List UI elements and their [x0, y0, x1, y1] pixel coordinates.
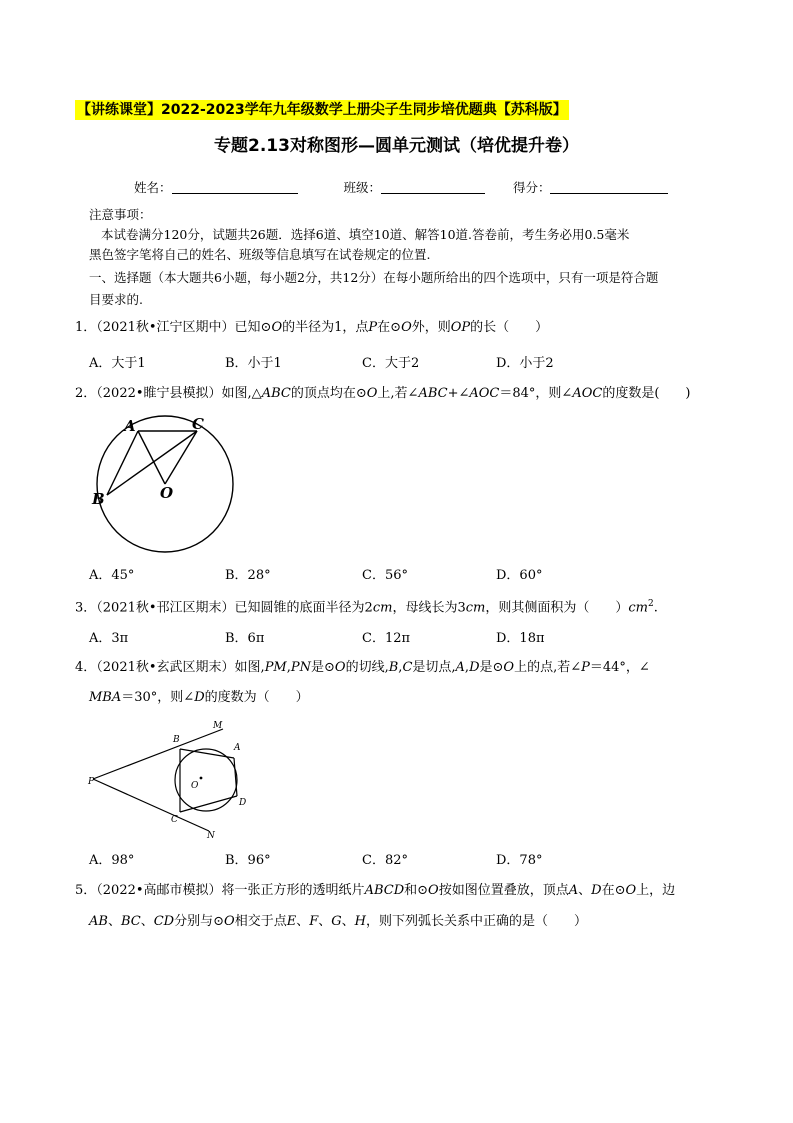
notice-heading: 注意事项：	[89, 207, 152, 222]
question-1-stem: 1．（2021秋•江宁区期中）已知⊙O的半径为1，点P在⊙O外，则OP的长（ ）	[75, 320, 549, 335]
question-3-option-d[interactable]: D．18π	[496, 631, 545, 646]
class-label: 班级：	[343, 180, 381, 195]
score-blank[interactable]	[550, 181, 668, 194]
question-1-option-c[interactable]: C．大于2	[362, 356, 420, 371]
segment-dc	[180, 796, 237, 812]
segment-co	[165, 431, 197, 484]
segment-ao	[138, 431, 165, 484]
segment-bc	[107, 431, 197, 495]
label-c: C	[171, 815, 178, 825]
name-blank[interactable]	[172, 181, 298, 194]
label-b: B	[92, 490, 105, 508]
question-4-stem-cont: MBA＝30°，则∠D的度数为（ ）	[89, 690, 309, 705]
tangent-pm	[93, 729, 223, 779]
question-1-option-d[interactable]: D．小于2	[496, 356, 554, 371]
name-label: 姓名：	[134, 180, 172, 195]
question-2-option-d[interactable]: D．60°	[496, 568, 543, 583]
label-n: N	[207, 831, 215, 840]
center-dot	[200, 777, 203, 780]
label-o: O	[160, 484, 174, 502]
question-4-figure	[86, 716, 261, 840]
question-4-option-b[interactable]: B．96°	[225, 853, 271, 868]
question-2-option-a[interactable]: A．45°	[89, 568, 135, 583]
question-4-option-a[interactable]: A．98°	[89, 853, 135, 868]
question-2-figure	[88, 412, 248, 562]
question-2-stem: 2．（2022•睢宁县模拟）如图,△ABC的顶点均在⊙O上,若∠ABC+∠AOC＝84°，则∠AOC的度数是( )	[75, 386, 691, 401]
page-title: 专题2.13对称图形—圆单元测试（培优提升卷）	[214, 136, 579, 156]
label-p: P	[88, 777, 95, 787]
student-info-row	[134, 178, 668, 196]
question-1-option-a[interactable]: A．大于1	[89, 356, 146, 371]
question-5-stem-cont: AB、BC、CD分别与⊙O相交于点E、F、G、H，则下列弧长关系中正确的是（ ）	[89, 914, 588, 929]
label-c: C	[192, 415, 204, 433]
question-3-option-b[interactable]: B．6π	[225, 631, 265, 646]
label-a: A	[124, 417, 136, 435]
header-banner: 【讲练课堂】2022-2023学年九年级数学上册尖子生同步培优题典【苏科版】	[77, 102, 567, 118]
question-3-option-c[interactable]: C．12π	[362, 631, 411, 646]
label-d: D	[239, 798, 247, 808]
class-blank[interactable]	[381, 181, 485, 194]
notice-line-2: 黑色签字笔将自己的姓名、班级等信息填写在试卷规定的位置.	[89, 247, 431, 262]
label-b: B	[173, 735, 180, 745]
question-4-option-c[interactable]: C．82°	[362, 853, 408, 868]
label-o: O	[191, 781, 199, 791]
label-m: M	[213, 721, 223, 731]
question-2-option-c[interactable]: C．56°	[362, 568, 408, 583]
question-3-option-a[interactable]: A．3π	[89, 631, 129, 646]
section-1-heading: 一、选择题（本大题共6小题，每小题2分，共12分）在每小题所给出的四个选项中，只有一项是符合题	[89, 270, 659, 285]
circle-o	[175, 749, 237, 811]
question-1-option-b[interactable]: B．小于1	[225, 356, 282, 371]
segment-ba	[180, 749, 234, 758]
question-4-option-d[interactable]: D．78°	[496, 853, 543, 868]
question-3-stem: 3．（2021秋•邗江区期末）已知圆锥的底面半径为2cm，母线长为3cm，则其侧面积为（ ）$cm^2$.	[75, 599, 658, 616]
question-4-stem: 4．（2021秋•玄武区期末）如图,PM,PN是⊙O的切线,B,C是切点,A,D是⊙O上的点,若∠P＝44°，∠	[75, 660, 650, 675]
section-1-heading-cont: 目要求的.	[89, 292, 143, 307]
segment-ab	[107, 431, 138, 495]
score-label: 得分：	[512, 180, 551, 195]
notice-line-1: 本试卷满分120分，试题共26题．选择6道、填空10道、解答10道.答卷前，考生务必用0.5毫米	[101, 227, 630, 242]
question-2-option-b[interactable]: B．28°	[225, 568, 271, 583]
question-5-stem: 5．（2022•高邮市模拟）将一张正方形的透明纸片ABCD和⊙O按如图位置叠放，顶点A、D在⊙O上，边	[75, 883, 676, 898]
label-a: A	[234, 743, 241, 753]
